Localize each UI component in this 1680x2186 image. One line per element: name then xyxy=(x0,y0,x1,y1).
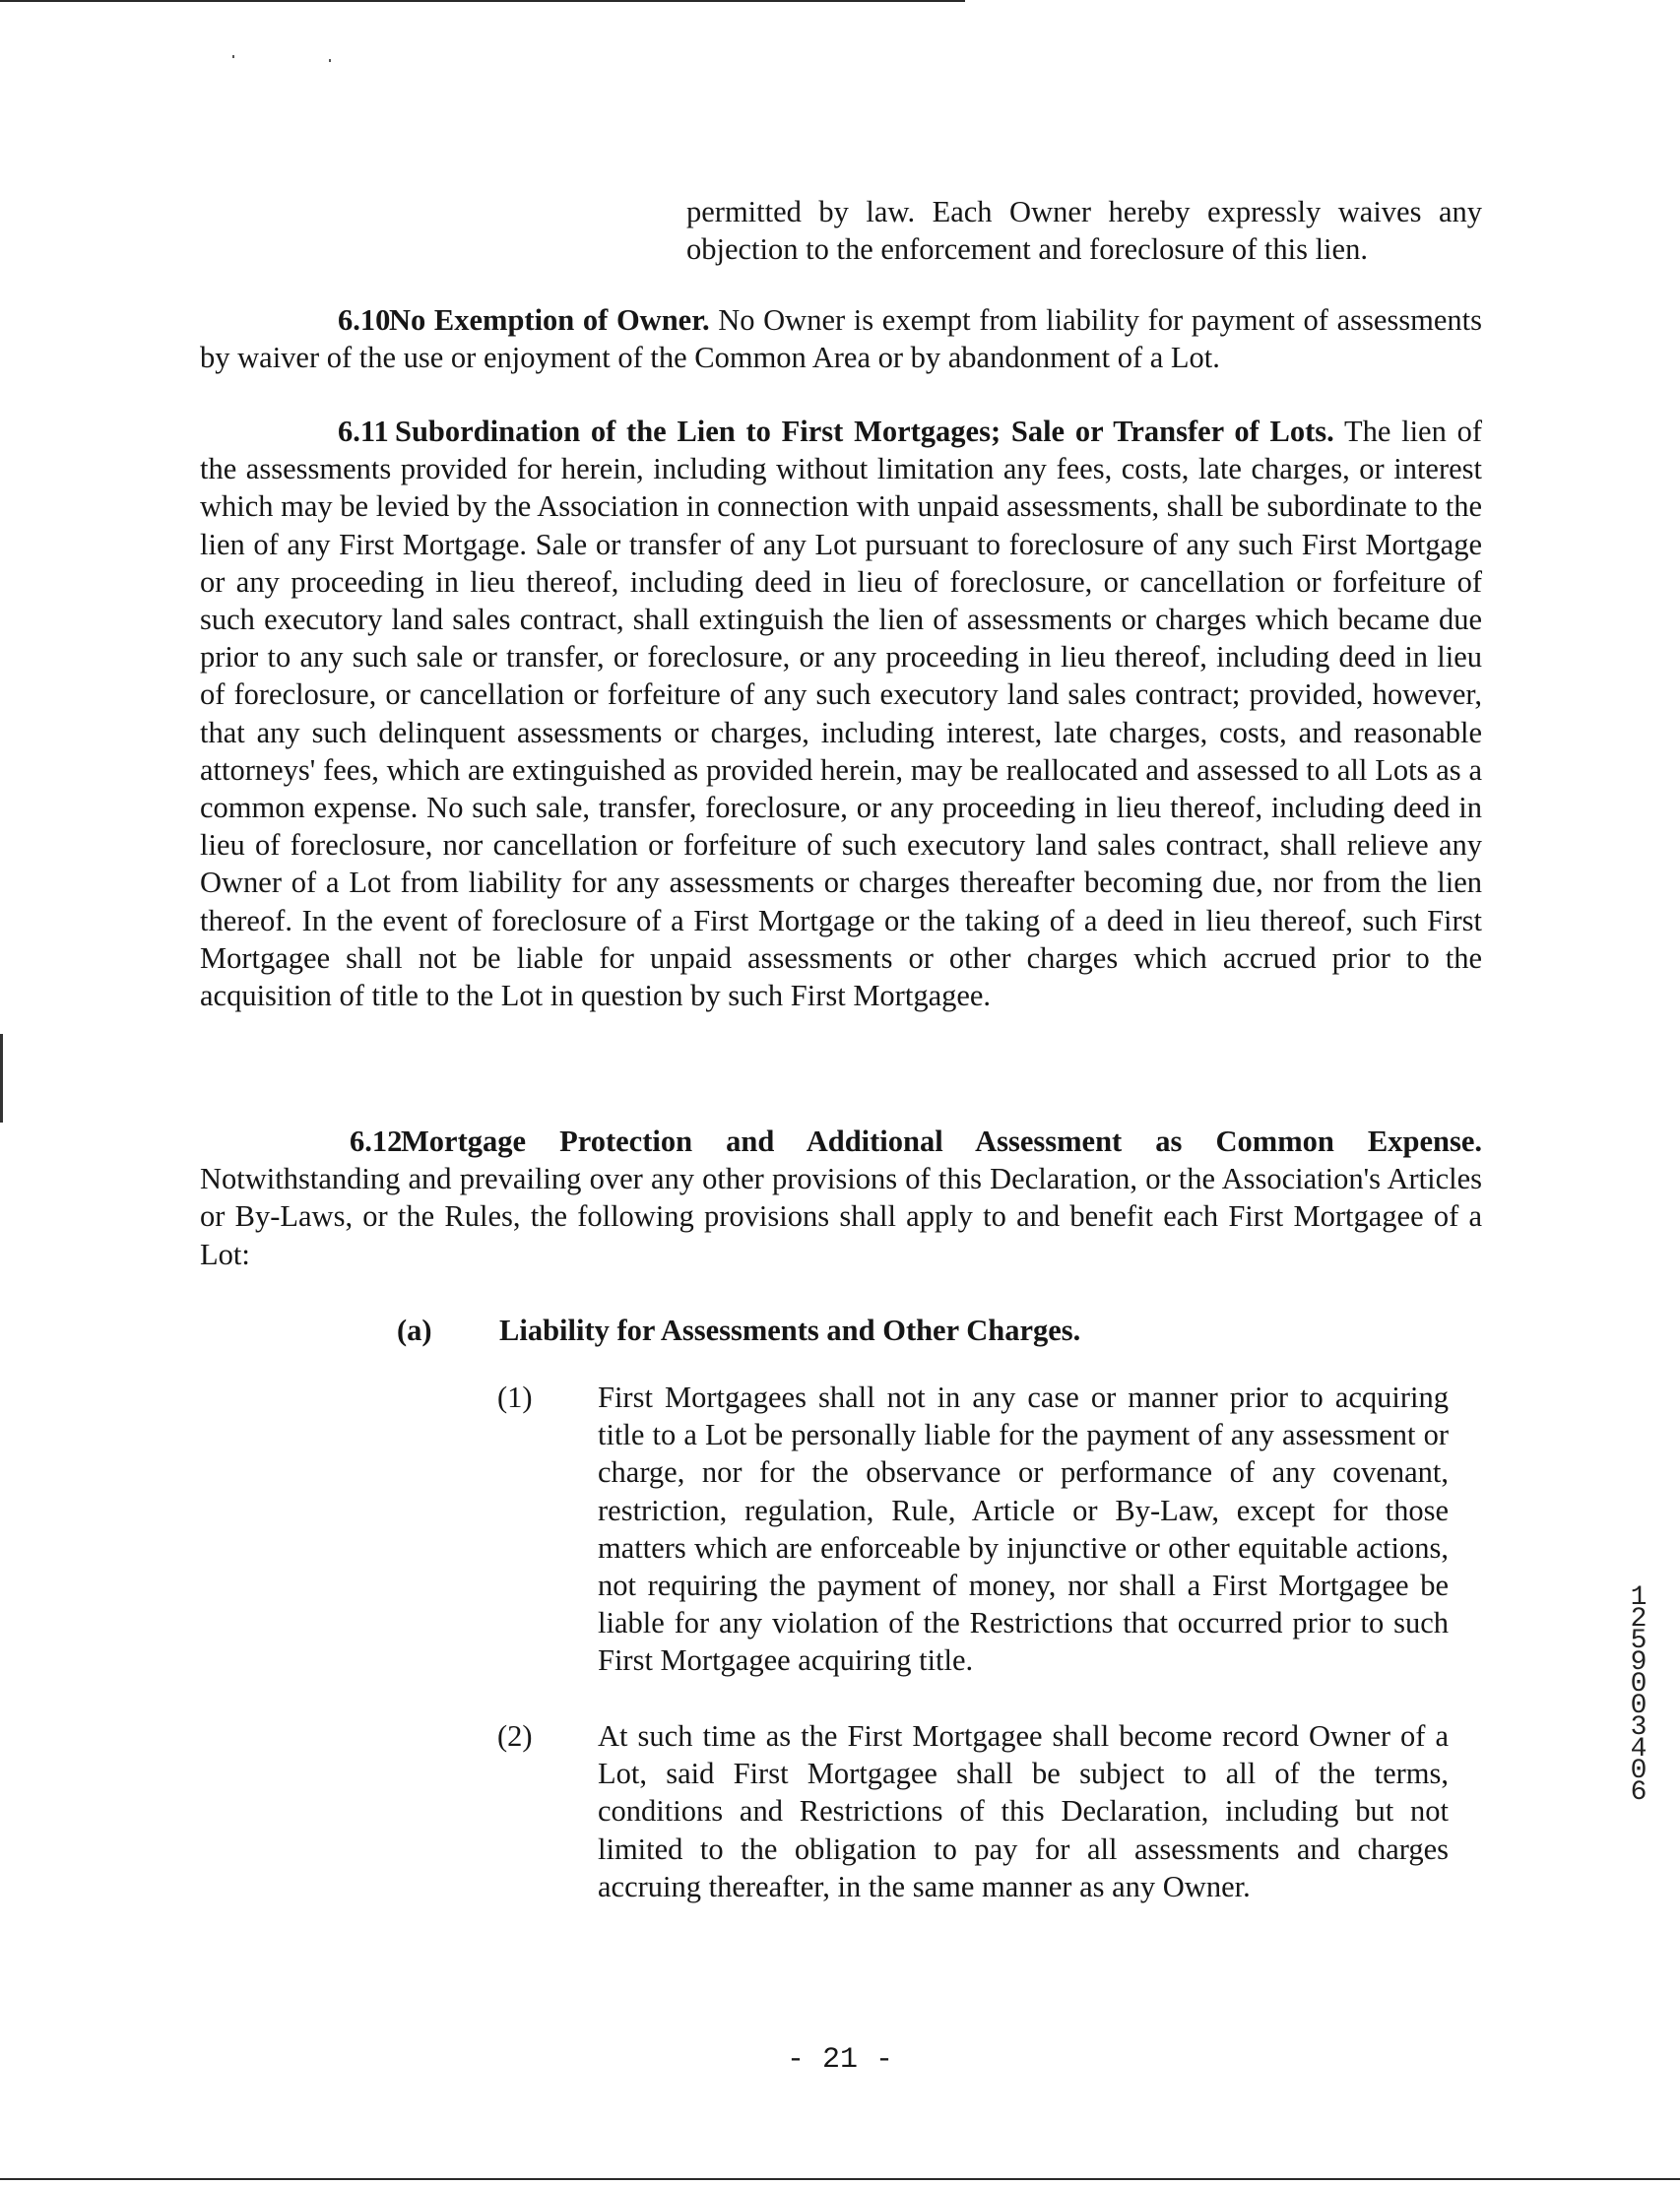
section-heading: Mortgage Protection and Additional Assessment as Common Expense. xyxy=(401,1125,1482,1158)
section-number: 6.11 xyxy=(338,415,389,448)
scan-border-bottom xyxy=(0,2178,1680,2180)
item-number: (1) xyxy=(497,1381,533,1414)
section-heading: No Exemption of Owner. xyxy=(389,303,710,337)
section-body: Notwithstanding and prevailing over any other provisions of this Declaration, or the Association's Articles or By-Laws, or the Rules, the following provisions shall apply to and benefit each First Mortgagee of a Lot: xyxy=(200,1162,1482,1271)
scan-border-top xyxy=(0,0,965,2)
subsection-label: (a) xyxy=(397,1314,432,1347)
section-body: No Owner is exempt from liability for payment of assessments by waiver of the use or enjoyment of the Common Area or by abandonment of a Lot. xyxy=(200,303,1482,375)
continued-paragraph: permitted by law. Each Owner hereby expressly waives any objection to the enforcement and foreclosure of this lien. xyxy=(686,195,1482,267)
section-6-10 xyxy=(200,301,1482,376)
subsection-a xyxy=(397,1312,1080,1349)
scan-speck xyxy=(232,55,234,58)
recording-stamp: 12590 03406 xyxy=(1630,1582,1664,1808)
scan-speck xyxy=(329,59,331,62)
scan-edge-mark xyxy=(0,1034,3,1123)
subsection-heading: Liability for Assessments and Other Charges. xyxy=(499,1314,1081,1347)
section-number: 6.10 xyxy=(338,303,391,337)
item-text: At such time as the First Mortgagee shall become record Owner of a Lot, said First Mortgagee shall be subject to all of the terms, conditions and Restrictions of this Declaration, including but not limited to the obligation to pay for all assessments and charges accruing thereafter, in the same manner as any Owner. xyxy=(598,1719,1449,1903)
item-number: (2) xyxy=(497,1719,533,1753)
section-6-12 xyxy=(200,1123,1482,1273)
section-number: 6.12 xyxy=(350,1125,403,1158)
page-number: - 21 - xyxy=(786,2043,894,2077)
section-body: The lien of the assessments provided for herein, including without limitation any fees, costs, late charges, or interest which may be levied by the Association in connection with unpaid assessments, shall be subordinate to the lien of any First Mortgage. Sale or transfer of any Lot pursuant to foreclosure of any such First Mortgage or any proceeding in lieu thereof, including deed in lieu of foreclosure, or cancellation or forfeiture of such executory land sales contract, shall extinguish the lien of assessments or charges which became due prior to any such sale or transfer, or foreclosure, or any proceeding in lieu thereof, including deed in lieu of foreclosure, or cancellation or forfeiture of any such executory land sales contract; provided, however, that any such delinquent assessments or charges, including interest, late charges, costs, and reasonable attorneys' fees, which are extinguished as provided herein, may be reallocated and assessed to all Lots as a common expense. No such sale, transfer, foreclosure, or any proceeding in lieu thereof, including deed in lieu of foreclosure, nor cancellation or forfeiture of such executory land sales contract, shall relieve any Owner of a Lot from liability for any assessments or charges thereafter becoming due, nor from the lien thereof. In the event of foreclosure of a First Mortgage or the taking of a deed in lieu thereof, such First Mortgagee shall not be liable for unpaid assessments or other charges which accrued prior to the acquisition of title to the Lot in question by such First Mortgagee. xyxy=(200,415,1482,1013)
section-6-11 xyxy=(200,413,1482,1014)
section-heading: Subordination of the Lien to First Mortgages; Sale or Transfer of Lots. xyxy=(395,415,1334,448)
item-text: First Mortgagees shall not in any case or manner prior to acquiring title to a Lot be personally liable for the payment of any assessment or charge, nor for the observance or performance of any covenant, restriction, regulation, Rule, Article or By-Law, except for those matters which are enforceable by injunctive or other equitable actions, not requiring the payment of money, nor shall a First Mortgagee be liable for any violation of the Restrictions that occurred prior to such First Mortgagee acquiring title. xyxy=(598,1381,1449,1678)
